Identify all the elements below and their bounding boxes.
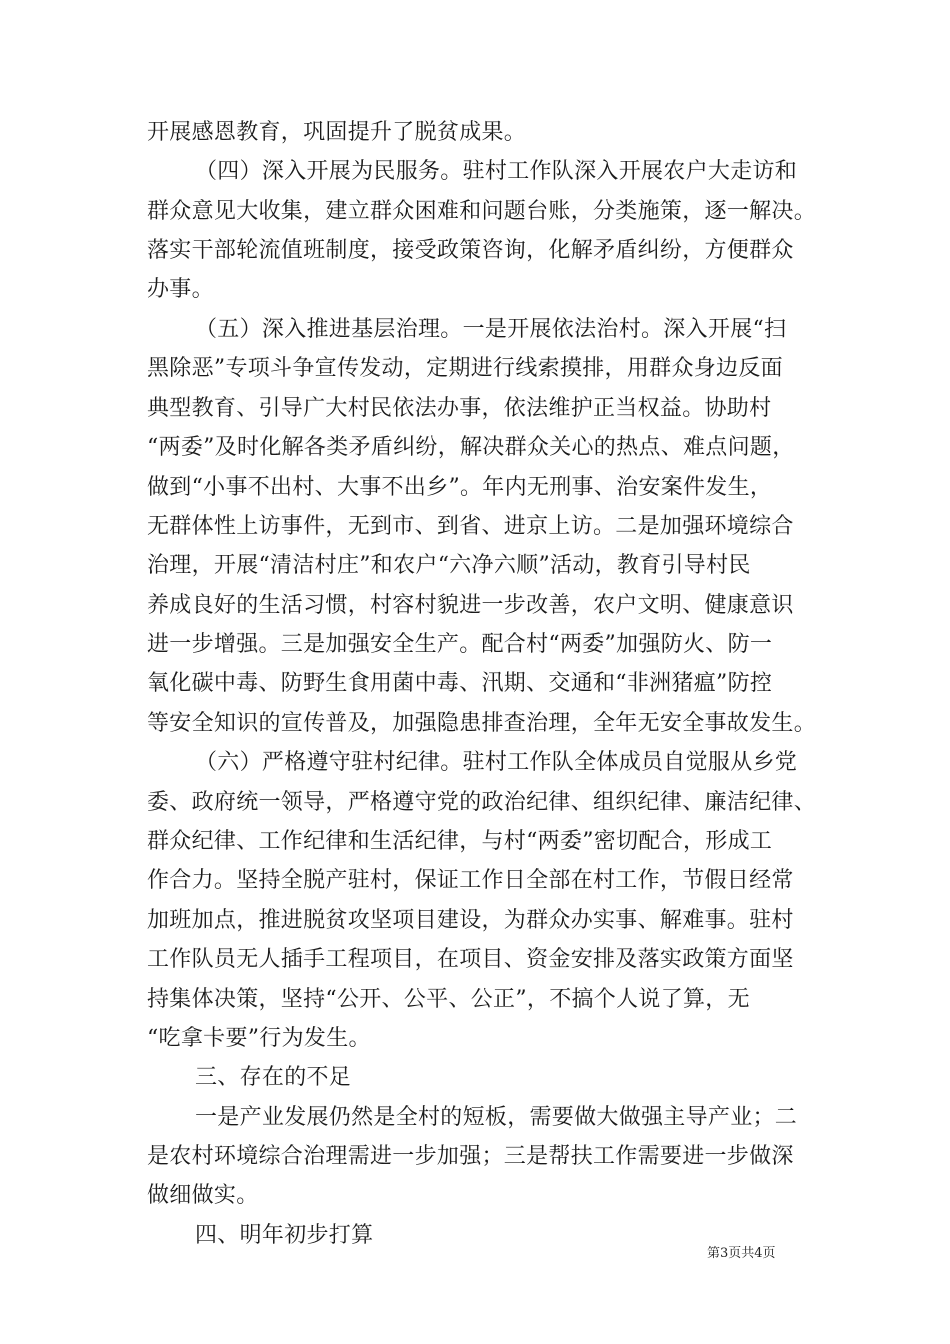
text-line: 养成良好的生活习惯，村容村貌进一步改善，农户文明、健康意识	[147, 593, 794, 618]
text-line: 是农村环境综合治理需进一步加强；三是帮扶工作需要进一步做深	[147, 1144, 794, 1169]
text-line: 持集体决策，坚持“公开、公平、公正”，不搞个人说了算，无	[147, 987, 750, 1012]
text-line: 等安全知识的宣传普及，加强隐患排查治理，全年无安全事故发生。	[147, 711, 817, 736]
text-line: 氧化碳中毒、防野生食用菌中毒、汛期、交通和“非洲猪瘟”防控	[147, 671, 773, 696]
text-line: 进一步增强。三是加强安全生产。配合村“两委”加强防火、防一	[147, 632, 773, 657]
text-line: 做到“小事不出村、大事不出乡”。年内无刑事、治安案件发生，	[147, 475, 773, 500]
text-line: 无群体性上访事件，无到市、到省、进京上访。二是加强环境综合	[147, 514, 794, 539]
page-number: 第3页共4页	[707, 1246, 776, 1261]
text-line: 一是产业发展仍然是全村的短板，需要做大做强主导产业；二	[195, 1105, 798, 1130]
text-line: 工作队员无人插手工程项目，在项目、资金安排及落实政策方面坚	[147, 947, 794, 972]
text-line: 做细做实。	[147, 1183, 259, 1208]
text-line: 加班加点，推进脱贫攻坚项目建设，为群众办实事、解难事。驻村	[147, 908, 794, 933]
text-line: （五）深入推进基层治理。一是开展依法治村。深入开展“扫	[195, 317, 787, 342]
text-line: 开展感恩教育，巩固提升了脱贫成果。	[147, 120, 527, 145]
text-line: 委、政府统一领导，严格遵守党的政治纪律、组织纪律、廉洁纪律、	[147, 790, 817, 815]
text-line: 群众意见大收集，建立群众困难和问题台账，分类施策，逐一解决。	[147, 199, 817, 224]
text-line: （六）严格遵守驻村纪律。驻村工作队全体成员自觉服从乡党	[195, 750, 798, 775]
text-line: 典型教育、引导广大村民依法办事，依法维护正当权益。协助村	[147, 396, 772, 421]
text-line: 办事。	[147, 277, 214, 302]
text-line: 治理，开展“清洁村庄”和农户“六净六顺”活动，教育引导村民	[147, 553, 751, 578]
text-line: 落实干部轮流值班制度，接受政策咨询，化解矛盾纠纷，方便群众	[147, 238, 794, 263]
text-line: “两委”及时化解各类矛盾纠纷，解决群众关心的热点、难点问题，	[147, 435, 795, 460]
section-heading: 四、明年初步打算	[195, 1223, 374, 1248]
text-line: “吃拿卡要”行为发生。	[147, 1026, 371, 1051]
text-line: （四）深入开展为民服务。驻村工作队深入开展农户大走访和	[195, 159, 798, 184]
section-heading: 三、存在的不足	[195, 1065, 352, 1090]
text-line: 群众纪律、工作纪律和生活纪律，与村“两委”密切配合，形成工	[147, 829, 773, 854]
text-line: 黑除恶”专项斗争宣传发动，定期进行线索摸排，用群众身边反面	[147, 356, 783, 381]
text-line: 作合力。坚持全脱产驻村，保证工作日全部在村工作，节假日经常	[147, 868, 794, 893]
